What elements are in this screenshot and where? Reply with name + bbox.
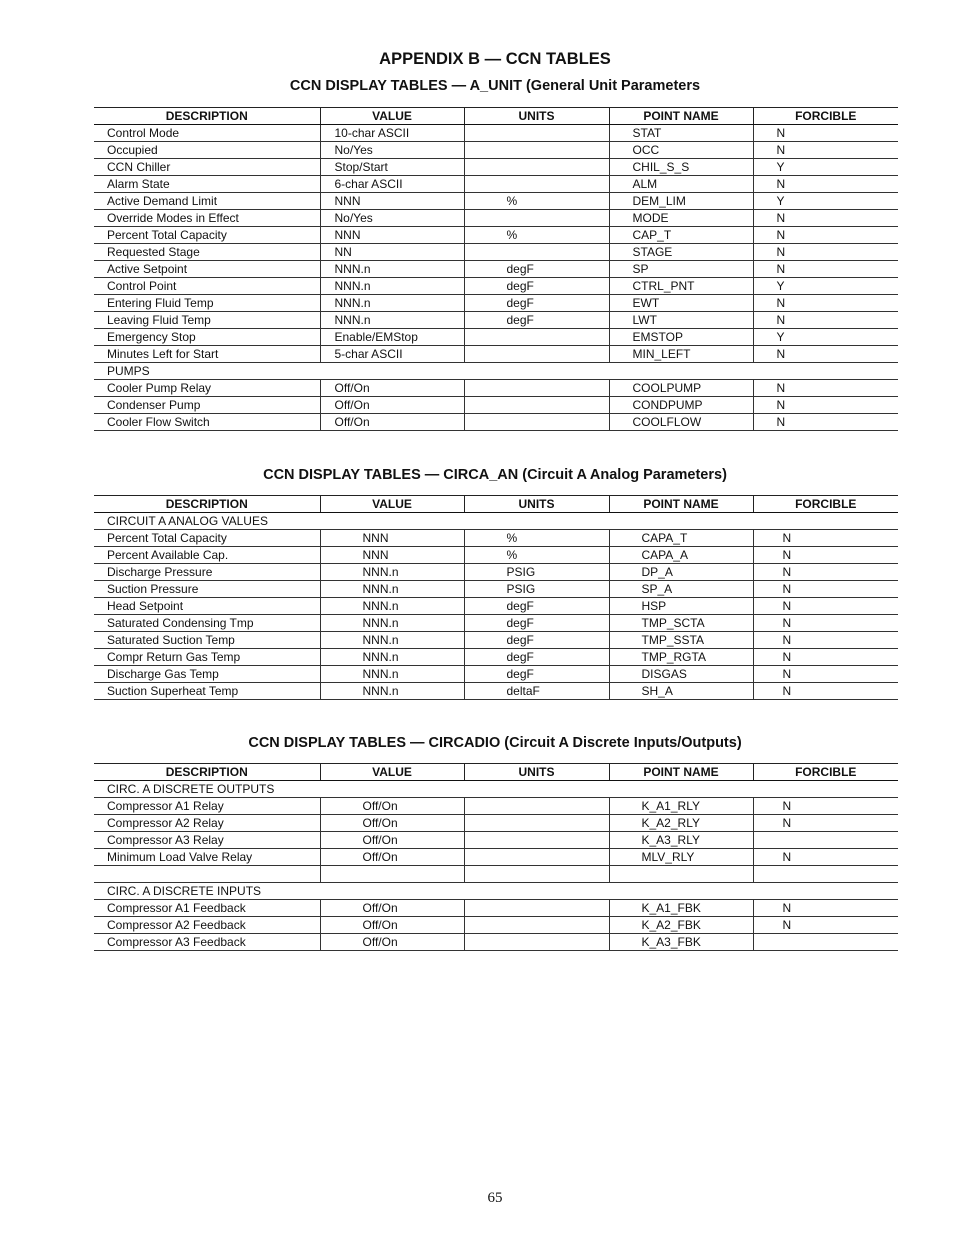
forcible-cell: N xyxy=(753,210,898,227)
value-cell: NNN.n xyxy=(320,632,464,649)
forcible-cell: N xyxy=(753,244,898,261)
value-cell: 5-char ASCII xyxy=(320,346,464,363)
value-cell: Off/On xyxy=(320,414,464,431)
units-cell xyxy=(464,142,609,159)
forcible-cell: N xyxy=(753,798,898,815)
value-cell: NNN xyxy=(320,530,464,547)
point-name-cell: COOLFLOW xyxy=(609,414,753,431)
forcible-cell: N xyxy=(753,917,898,934)
forcible-cell: N xyxy=(753,142,898,159)
forcible-cell: Y xyxy=(753,278,898,295)
description-cell: Emergency Stop xyxy=(94,329,320,346)
forcible-cell: N xyxy=(753,346,898,363)
forcible-cell: N xyxy=(753,615,898,632)
table-row xyxy=(94,227,898,244)
forcible-cell xyxy=(753,832,898,849)
column-header-forcible: FORCIBLE xyxy=(753,108,898,125)
table-row xyxy=(94,397,898,414)
point-name-cell: MLV_RLY xyxy=(609,849,753,866)
value-cell: NNN.n xyxy=(320,683,464,700)
units-cell xyxy=(464,210,609,227)
point-name-cell: STAGE xyxy=(609,244,753,261)
table-row xyxy=(94,261,898,278)
description-cell: Alarm State xyxy=(94,176,320,193)
description-cell: Active Demand Limit xyxy=(94,193,320,210)
value-cell: Off/On xyxy=(320,934,464,951)
table-row xyxy=(94,649,898,666)
description-cell: Requested Stage xyxy=(94,244,320,261)
blank-row xyxy=(94,866,898,883)
value-cell: NNN.n xyxy=(320,649,464,666)
table-row xyxy=(94,329,898,346)
description-cell: Condenser Pump xyxy=(94,397,320,414)
table-circa-an xyxy=(94,495,898,700)
units-cell: % xyxy=(464,227,609,244)
column-header-units: UNITS xyxy=(464,496,609,513)
section-label: CIRC. A DISCRETE INPUTS xyxy=(94,883,898,900)
section-row xyxy=(94,363,898,380)
section-label: CIRC. A DISCRETE OUTPUTS xyxy=(94,781,898,798)
value-cell: Off/On xyxy=(320,849,464,866)
table-header-row xyxy=(94,496,898,513)
point-name-cell: DP_A xyxy=(609,564,753,581)
description-cell: Compressor A3 Relay xyxy=(94,832,320,849)
description-cell: Compressor A2 Feedback xyxy=(94,917,320,934)
description-cell: Active Setpoint xyxy=(94,261,320,278)
units-cell xyxy=(464,934,609,951)
forcible-cell: N xyxy=(753,295,898,312)
table-row xyxy=(94,798,898,815)
point-name-cell: HSP xyxy=(609,598,753,615)
description-cell: Saturated Suction Temp xyxy=(94,632,320,649)
point-name-cell: SH_A xyxy=(609,683,753,700)
units-cell: degF xyxy=(464,295,609,312)
table-row xyxy=(94,295,898,312)
forcible-cell: N xyxy=(753,666,898,683)
table-row xyxy=(94,125,898,142)
value-cell: 10-char ASCII xyxy=(320,125,464,142)
point-name-cell: K_A3_FBK xyxy=(609,934,753,951)
value-cell: NNN.n xyxy=(320,598,464,615)
description-cell: Cooler Pump Relay xyxy=(94,380,320,397)
forcible-cell: N xyxy=(753,176,898,193)
forcible-cell: N xyxy=(753,414,898,431)
table-row xyxy=(94,312,898,329)
point-name-cell: CAPA_T xyxy=(609,530,753,547)
description-cell: Occupied xyxy=(94,142,320,159)
units-cell: degF xyxy=(464,649,609,666)
point-name-cell: TMP_SSTA xyxy=(609,632,753,649)
forcible-cell: N xyxy=(753,547,898,564)
units-cell xyxy=(464,900,609,917)
section-row xyxy=(94,513,898,530)
units-cell xyxy=(464,917,609,934)
table-row xyxy=(94,159,898,176)
units-cell xyxy=(464,176,609,193)
value-cell: Off/On xyxy=(320,832,464,849)
table-row xyxy=(94,380,898,397)
forcible-cell: Y xyxy=(753,193,898,210)
point-name-cell: MODE xyxy=(609,210,753,227)
forcible-cell: N xyxy=(753,849,898,866)
table-header-row xyxy=(94,108,898,125)
point-name-cell: CAP_T xyxy=(609,227,753,244)
forcible-cell: N xyxy=(753,900,898,917)
units-cell: degF xyxy=(464,278,609,295)
point-name-cell: CONDPUMP xyxy=(609,397,753,414)
units-cell xyxy=(464,414,609,431)
column-header-desc: DESCRIPTION xyxy=(94,496,320,513)
column-header-desc: DESCRIPTION xyxy=(94,108,320,125)
table-row xyxy=(94,193,898,210)
units-cell: PSIG xyxy=(464,564,609,581)
table-row xyxy=(94,666,898,683)
column-header-point: POINT NAME xyxy=(609,496,753,513)
table-row xyxy=(94,900,898,917)
point-name-cell: SP xyxy=(609,261,753,278)
table-row xyxy=(94,615,898,632)
description-cell: Percent Total Capacity xyxy=(94,227,320,244)
point-name-cell: TMP_RGTA xyxy=(609,649,753,666)
point-name-cell: ALM xyxy=(609,176,753,193)
value-cell: 6-char ASCII xyxy=(320,176,464,193)
point-name-cell: DEM_LIM xyxy=(609,193,753,210)
forcible-cell: N xyxy=(753,598,898,615)
units-cell xyxy=(464,244,609,261)
table-row xyxy=(94,278,898,295)
table-header-row xyxy=(94,764,898,781)
units-cell: PSIG xyxy=(464,581,609,598)
point-name-cell: TMP_SCTA xyxy=(609,615,753,632)
column-header-value: VALUE xyxy=(320,108,464,125)
table-row xyxy=(94,210,898,227)
value-cell: Off/On xyxy=(320,815,464,832)
column-header-units: UNITS xyxy=(464,764,609,781)
table-row xyxy=(94,832,898,849)
forcible-cell: N xyxy=(753,261,898,278)
description-cell: Compressor A1 Relay xyxy=(94,798,320,815)
point-name-cell: CTRL_PNT xyxy=(609,278,753,295)
table-title-circa-an: CCN DISPLAY TABLES — CIRCA_AN (Circuit A Analog Parameters) xyxy=(263,467,727,483)
units-cell xyxy=(464,380,609,397)
point-name-cell: OCC xyxy=(609,142,753,159)
value-cell: NNN xyxy=(320,547,464,564)
empty-cell xyxy=(464,866,609,883)
forcible-cell xyxy=(753,934,898,951)
units-cell xyxy=(464,397,609,414)
table-row xyxy=(94,547,898,564)
value-cell: NNN.n xyxy=(320,564,464,581)
units-cell xyxy=(464,832,609,849)
units-cell xyxy=(464,815,609,832)
value-cell: Enable/EMStop xyxy=(320,329,464,346)
column-header-forcible: FORCIBLE xyxy=(753,764,898,781)
description-cell: CCN Chiller xyxy=(94,159,320,176)
point-name-cell: K_A2_RLY xyxy=(609,815,753,832)
value-cell: NNN.n xyxy=(320,666,464,683)
description-cell: Control Point xyxy=(94,278,320,295)
column-header-forcible: FORCIBLE xyxy=(753,496,898,513)
units-cell: degF xyxy=(464,632,609,649)
table-row xyxy=(94,530,898,547)
point-name-cell: CAPA_A xyxy=(609,547,753,564)
units-cell: % xyxy=(464,530,609,547)
units-cell xyxy=(464,159,609,176)
column-header-point: POINT NAME xyxy=(609,764,753,781)
description-cell: Compressor A3 Feedback xyxy=(94,934,320,951)
forcible-cell: N xyxy=(753,312,898,329)
section-row xyxy=(94,781,898,798)
table-row xyxy=(94,598,898,615)
value-cell: Off/On xyxy=(320,917,464,934)
table-row xyxy=(94,815,898,832)
point-name-cell: LWT xyxy=(609,312,753,329)
value-cell: NNN.n xyxy=(320,615,464,632)
table-circadio xyxy=(94,763,898,951)
point-name-cell: CHIL_S_S xyxy=(609,159,753,176)
description-cell: Suction Pressure xyxy=(94,581,320,598)
point-name-cell: SP_A xyxy=(609,581,753,598)
forcible-cell: N xyxy=(753,564,898,581)
table-row xyxy=(94,683,898,700)
value-cell: No/Yes xyxy=(320,142,464,159)
point-name-cell: K_A2_FBK xyxy=(609,917,753,934)
section-label: CIRCUIT A ANALOG VALUES xyxy=(94,513,898,530)
forcible-cell: N xyxy=(753,815,898,832)
description-cell: Minutes Left for Start xyxy=(94,346,320,363)
units-cell: degF xyxy=(464,261,609,278)
units-cell: % xyxy=(464,547,609,564)
table-a-unit xyxy=(94,107,898,431)
units-cell: degF xyxy=(464,666,609,683)
description-cell: Saturated Condensing Tmp xyxy=(94,615,320,632)
description-cell: Minimum Load Valve Relay xyxy=(94,849,320,866)
empty-cell xyxy=(94,866,320,883)
units-cell xyxy=(464,849,609,866)
units-cell xyxy=(464,798,609,815)
units-cell: deltaF xyxy=(464,683,609,700)
units-cell xyxy=(464,346,609,363)
point-name-cell: STAT xyxy=(609,125,753,142)
value-cell: Off/On xyxy=(320,900,464,917)
description-cell: Cooler Flow Switch xyxy=(94,414,320,431)
description-cell: Override Modes in Effect xyxy=(94,210,320,227)
table-title-a-unit: CCN DISPLAY TABLES — A_UNIT (General Unit Parameters xyxy=(289,78,701,94)
table-row xyxy=(94,244,898,261)
units-cell xyxy=(464,329,609,346)
forcible-cell: N xyxy=(753,632,898,649)
column-header-value: VALUE xyxy=(320,496,464,513)
value-cell: NNN.n xyxy=(320,261,464,278)
forcible-cell: Y xyxy=(753,159,898,176)
units-cell xyxy=(464,125,609,142)
empty-cell xyxy=(320,866,464,883)
description-cell: Compr Return Gas Temp xyxy=(94,649,320,666)
value-cell: NNN.n xyxy=(320,312,464,329)
units-cell: % xyxy=(464,193,609,210)
description-cell: Suction Superheat Temp xyxy=(94,683,320,700)
forcible-cell: N xyxy=(753,380,898,397)
forcible-cell: N xyxy=(753,227,898,244)
table-row xyxy=(94,849,898,866)
point-name-cell: EWT xyxy=(609,295,753,312)
value-cell: NNN xyxy=(320,227,464,244)
point-name-cell: K_A1_RLY xyxy=(609,798,753,815)
point-name-cell: COOLPUMP xyxy=(609,380,753,397)
description-cell: Control Mode xyxy=(94,125,320,142)
table-row xyxy=(94,581,898,598)
point-name-cell: EMSTOP xyxy=(609,329,753,346)
section-label: PUMPS xyxy=(94,363,898,380)
empty-cell xyxy=(609,866,753,883)
page-number: 65 xyxy=(487,1190,503,1206)
value-cell: NNN.n xyxy=(320,581,464,598)
value-cell: Stop/Start xyxy=(320,159,464,176)
forcible-cell: N xyxy=(753,125,898,142)
column-header-desc: DESCRIPTION xyxy=(94,764,320,781)
units-cell: degF xyxy=(464,615,609,632)
description-cell: Percent Available Cap. xyxy=(94,547,320,564)
value-cell: Off/On xyxy=(320,380,464,397)
forcible-cell: N xyxy=(753,649,898,666)
description-cell: Percent Total Capacity xyxy=(94,530,320,547)
value-cell: NNN xyxy=(320,193,464,210)
table-title-circadio: CCN DISPLAY TABLES — CIRCADIO (Circuit A Discrete Inputs/Outputs) xyxy=(248,735,742,751)
empty-cell xyxy=(753,866,898,883)
value-cell: NNN.n xyxy=(320,278,464,295)
table-row xyxy=(94,934,898,951)
table-row xyxy=(94,176,898,193)
point-name-cell: MIN_LEFT xyxy=(609,346,753,363)
table-row xyxy=(94,142,898,159)
description-cell: Entering Fluid Temp xyxy=(94,295,320,312)
description-cell: Compressor A2 Relay xyxy=(94,815,320,832)
value-cell: NN xyxy=(320,244,464,261)
value-cell: NNN.n xyxy=(320,295,464,312)
forcible-cell: Y xyxy=(753,329,898,346)
description-cell: Discharge Gas Temp xyxy=(94,666,320,683)
forcible-cell: N xyxy=(753,581,898,598)
description-cell: Discharge Pressure xyxy=(94,564,320,581)
value-cell: No/Yes xyxy=(320,210,464,227)
column-header-point: POINT NAME xyxy=(609,108,753,125)
value-cell: Off/On xyxy=(320,798,464,815)
table-row xyxy=(94,414,898,431)
point-name-cell: K_A3_RLY xyxy=(609,832,753,849)
table-row xyxy=(94,632,898,649)
point-name-cell: DISGAS xyxy=(609,666,753,683)
value-cell: Off/On xyxy=(320,397,464,414)
units-cell: degF xyxy=(464,312,609,329)
column-header-units: UNITS xyxy=(464,108,609,125)
units-cell: degF xyxy=(464,598,609,615)
forcible-cell: N xyxy=(753,683,898,700)
description-cell: Leaving Fluid Temp xyxy=(94,312,320,329)
description-cell: Compressor A1 Feedback xyxy=(94,900,320,917)
appendix-title: APPENDIX B — CCN TABLES xyxy=(379,50,611,68)
table-row xyxy=(94,346,898,363)
table-row xyxy=(94,917,898,934)
description-cell: Head Setpoint xyxy=(94,598,320,615)
forcible-cell: N xyxy=(753,530,898,547)
section-row xyxy=(94,883,898,900)
table-row xyxy=(94,564,898,581)
point-name-cell: K_A1_FBK xyxy=(609,900,753,917)
column-header-value: VALUE xyxy=(320,764,464,781)
forcible-cell: N xyxy=(753,397,898,414)
